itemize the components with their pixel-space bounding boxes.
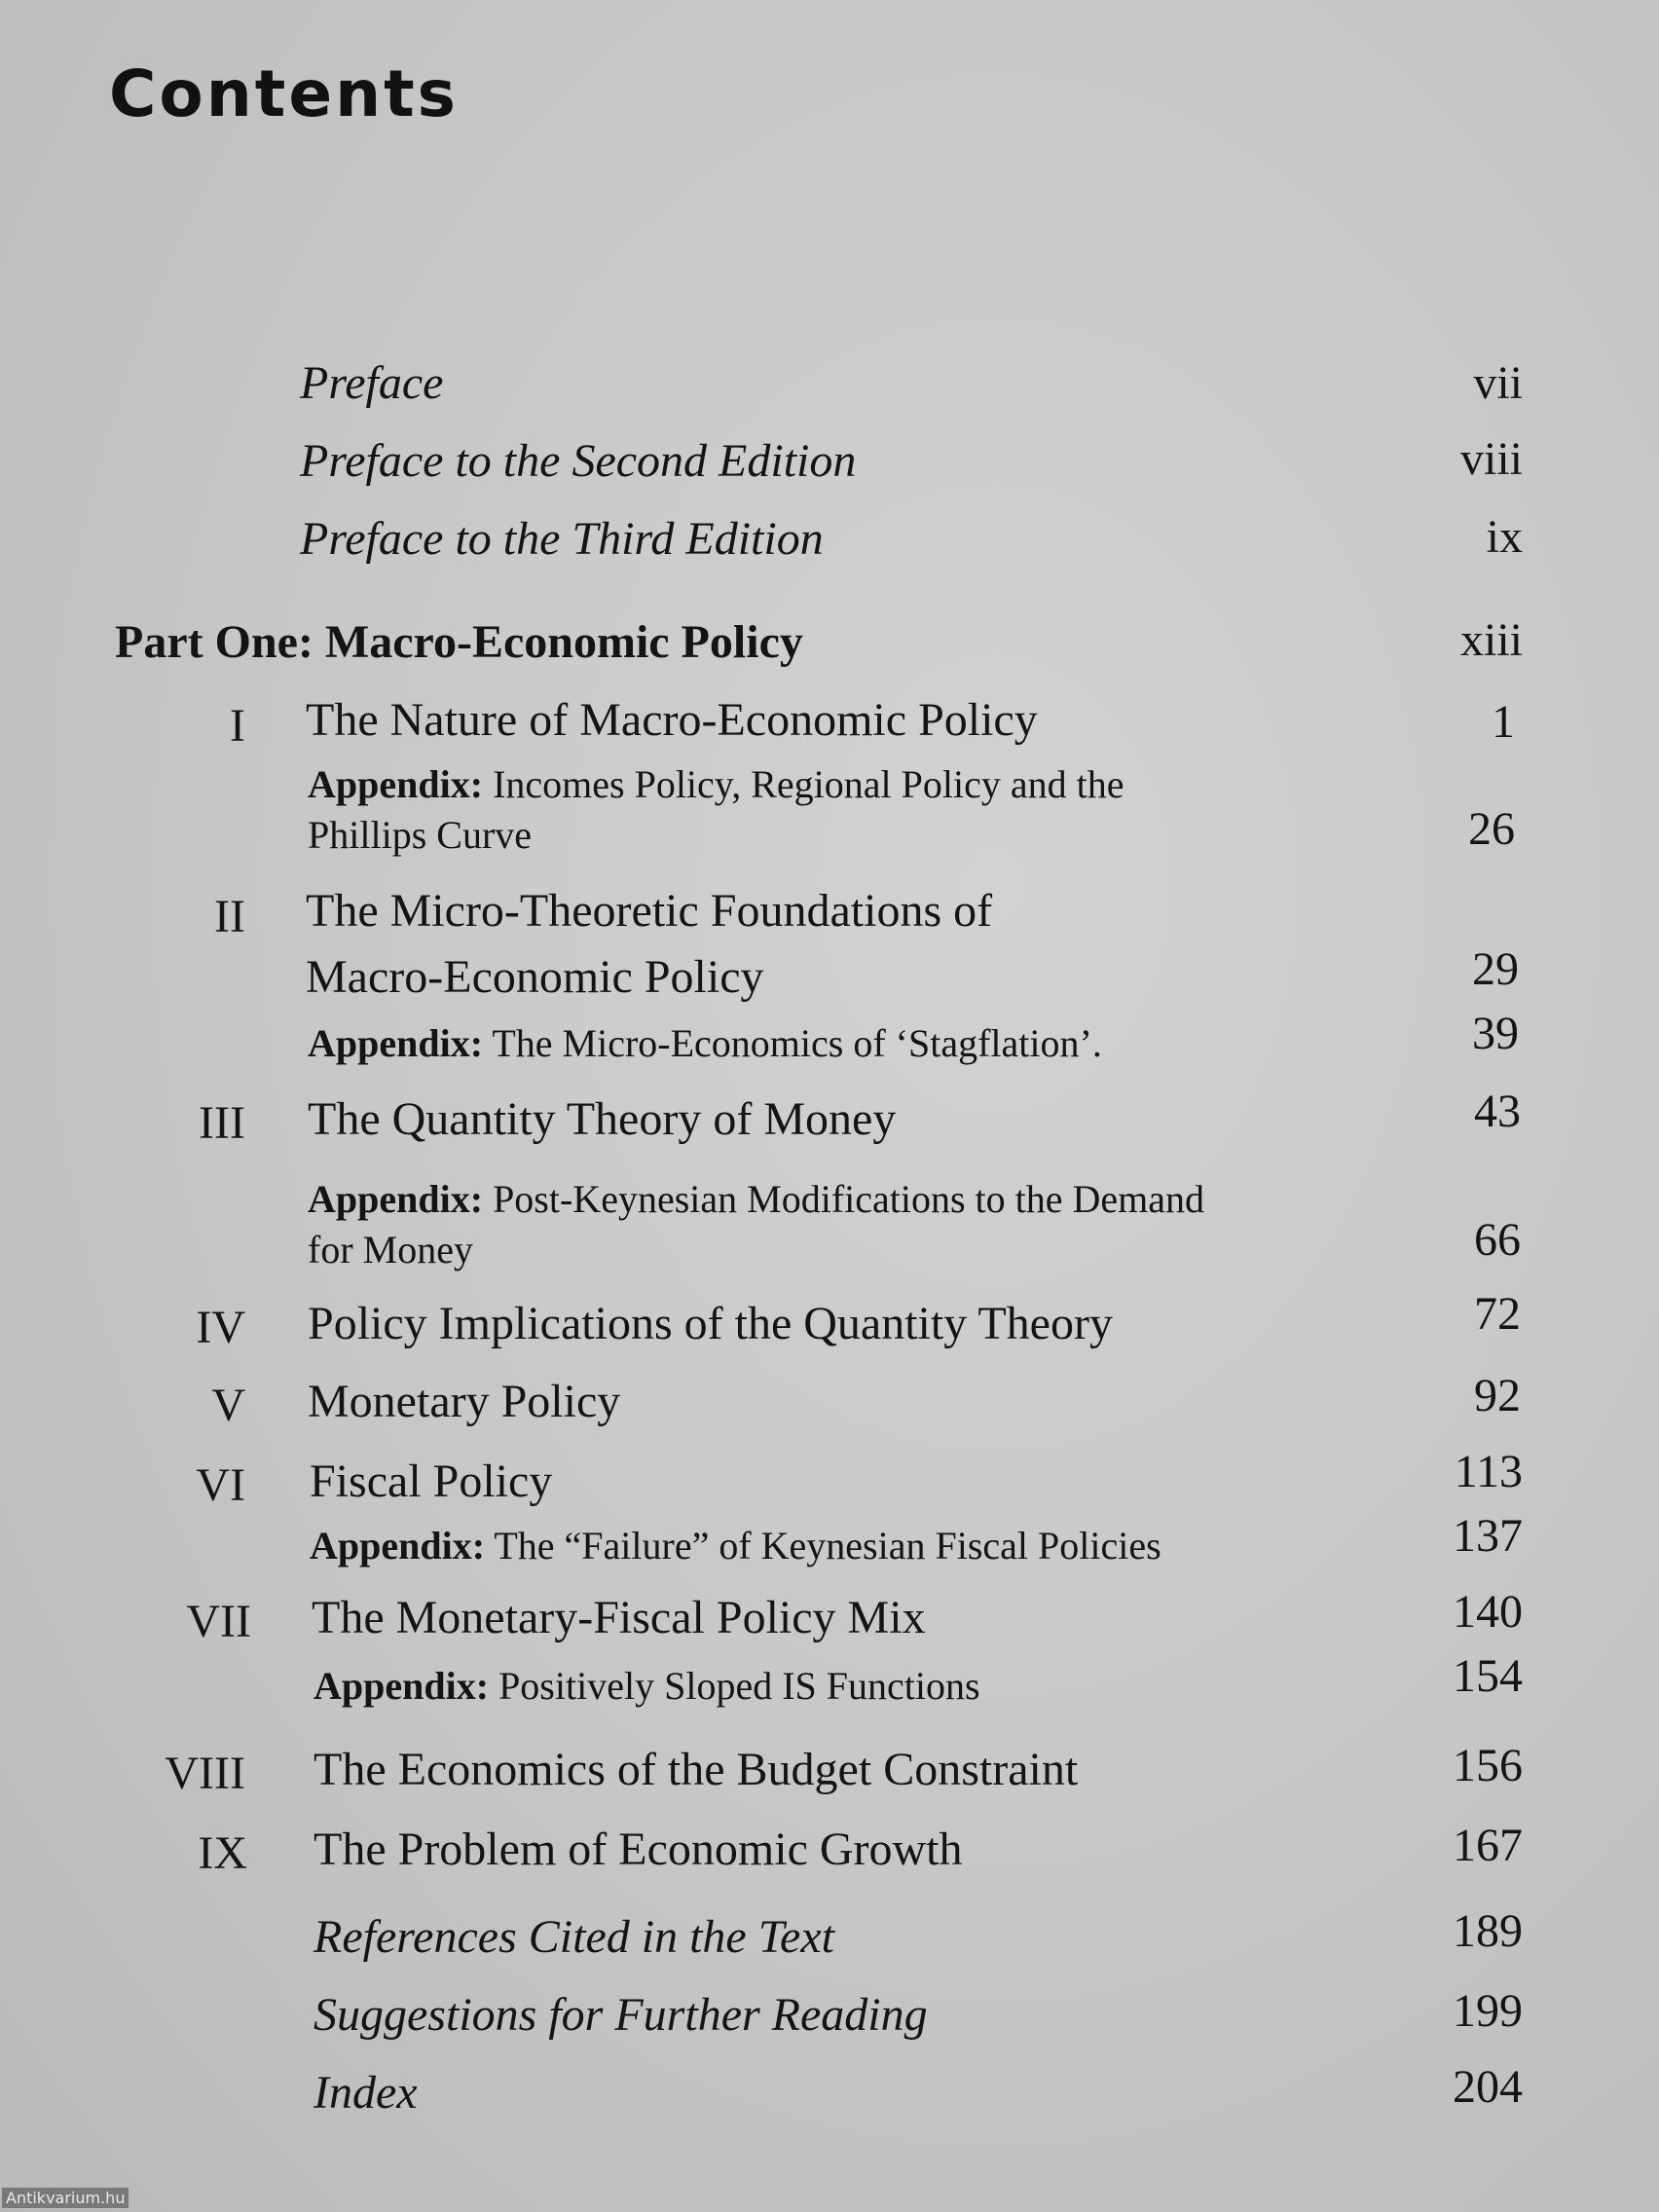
toc-entry-chapter-2-continued: Macro-Economic Policy (306, 951, 764, 1003)
toc-entry-chapter-2: The Micro-Theoretic Foundations of (306, 885, 993, 937)
page-number: viii (1459, 433, 1523, 485)
appendix-title: The Micro-Economics of ‘Stagflation’. (492, 1021, 1102, 1065)
appendix-entry-1 (308, 759, 1124, 861)
page-number: 113 (1454, 1446, 1523, 1497)
page-number: vii (1473, 357, 1523, 409)
appendix-label: Appendix: (308, 1177, 484, 1221)
toc-entry-preface: Preface (300, 357, 444, 409)
toc-entry-references: References Cited in the Text (313, 1911, 834, 1963)
page-number: 26 (1468, 803, 1515, 855)
toc-entry-preface-third-edition: Preface to the Third Edition (300, 513, 824, 565)
appendix-title: Incomes Policy, Regional Policy and the (493, 762, 1124, 806)
chapter-number: IV (196, 1302, 245, 1353)
page-number: 204 (1453, 2061, 1523, 2113)
page-number: 137 (1453, 1510, 1523, 1562)
toc-entry-chapter-9: The Problem of Economic Growth (313, 1824, 963, 1875)
appendix-entry-4 (310, 1521, 1161, 1571)
part-heading: Part One: Macro-Economic Policy (115, 616, 803, 668)
toc-entry-chapter-3: The Quantity Theory of Money (308, 1093, 897, 1145)
page-number: 66 (1474, 1214, 1521, 1266)
page-number: 199 (1453, 1985, 1523, 2037)
toc-entry-chapter-1: The Nature of Macro-Economic Policy (306, 694, 1038, 746)
appendix-title: Positively Sloped IS Functions (498, 1664, 980, 1708)
appendix-label: Appendix: (308, 1021, 484, 1065)
chapter-number: VI (196, 1459, 245, 1511)
page-number: 140 (1453, 1586, 1523, 1638)
appendix-title: Post-Keynesian Modifications to the Demand (493, 1177, 1205, 1221)
page-number: 167 (1453, 1820, 1523, 1871)
appendix-entry-5 (313, 1661, 980, 1712)
page-number: xiii (1459, 614, 1523, 666)
watermark: Antikvarium.hu (2, 2188, 129, 2208)
page-number: 1 (1492, 696, 1515, 748)
page-number: 92 (1474, 1370, 1521, 1421)
page-number: 39 (1472, 1008, 1519, 1059)
toc-entry-chapter-8: The Economics of the Budget Constraint (313, 1744, 1079, 1795)
page-title: Contents (109, 56, 459, 131)
appendix-label: Appendix: (313, 1664, 490, 1708)
appendix-title-continued: for Money (308, 1228, 473, 1272)
page-number: 29 (1472, 943, 1519, 995)
appendix-label: Appendix: (308, 762, 484, 806)
appendix-title: The “Failure” of Keynesian Fiscal Policies (494, 1524, 1161, 1567)
toc-entry-chapter-5: Monetary Policy (308, 1376, 621, 1427)
chapter-number: II (214, 891, 245, 942)
chapter-number: III (199, 1097, 245, 1149)
toc-entry-chapter-6: Fiscal Policy (310, 1456, 553, 1507)
chapter-number: VIII (165, 1748, 245, 1799)
chapter-number: IX (198, 1827, 247, 1879)
appendix-entry-2 (308, 1018, 1102, 1069)
appendix-title-continued: Phillips Curve (308, 813, 533, 857)
toc-entry-chapter-4: Policy Implications of the Quantity Theory (308, 1298, 1113, 1349)
page-number: ix (1486, 511, 1523, 563)
toc-entry-chapter-7: The Monetary-Fiscal Policy Mix (312, 1592, 926, 1643)
page-number: 72 (1474, 1288, 1521, 1340)
chapter-number: V (211, 1380, 245, 1431)
page-number: 154 (1453, 1650, 1523, 1702)
toc-entry-further-reading: Suggestions for Further Reading (313, 1989, 928, 2041)
chapter-number: VII (186, 1596, 251, 1647)
appendix-label: Appendix: (310, 1524, 486, 1567)
appendix-entry-3 (308, 1174, 1204, 1275)
toc-entry-index: Index (313, 2067, 418, 2119)
page-number: 189 (1453, 1905, 1523, 1957)
chapter-number: I (230, 700, 245, 752)
page-number: 43 (1474, 1086, 1521, 1137)
page-number: 156 (1453, 1740, 1523, 1791)
toc-entry-preface-second-edition: Preface to the Second Edition (300, 435, 857, 487)
